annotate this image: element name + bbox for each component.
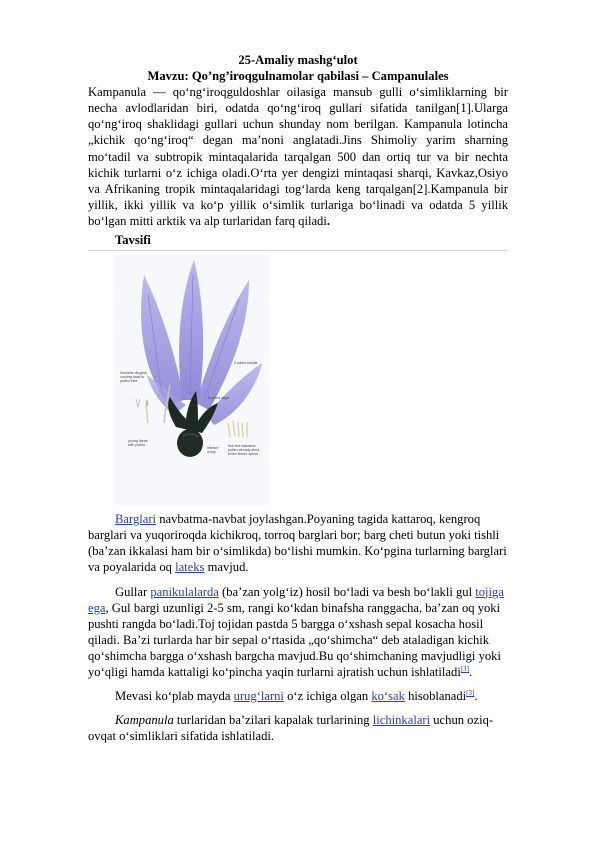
figure-label-ovary: inferior ovary (207, 446, 218, 455)
paragraph-leaves-text: navbatma-navbat joylashgan.Poyaning tagida kattaroq, kengroq barglari va yuqoriroqda kichikroq, torroq barglari bor; barg cheti butun yoki tishli (ba’zan ikkalasi ham bir o‘simlikda) bo‘lishi mumkin. Ko‘pgina turlarning barglari va poyalarida oq (88, 512, 507, 575)
figure-label-corolla: 5 lobed carolla (234, 361, 258, 366)
page-subtitle: Mavzu: Qo’ng’iroqgulnamolar qabilasi – Campanulales (147, 69, 449, 84)
link-uruglarni[interactable]: urug‘larni (233, 689, 284, 704)
document-page (88, 52, 508, 744)
paragraph-flowers-start: Gullar (115, 584, 151, 599)
link-lateks[interactable]: lateks (175, 560, 205, 575)
intro-end: . (326, 213, 331, 228)
paragraph-fruit-end: . (474, 689, 478, 704)
paragraph-fruit-start: Mevasi ko‘plab mayda (115, 689, 234, 704)
paragraph-flowers-end: . (469, 664, 473, 679)
figure-label-stamens: five free stamens pollen already shed when flower opens (228, 444, 260, 457)
figure-label-stigma: Sinkleite dfugma curving back to pollen thee (120, 371, 147, 384)
paragraph-flowers-text: , Gul bargi uzunligi 2-5 sm, rangi ko‘kdan binafsha ranggacha, ba’zan oq yoki pushti rangda bo‘ladi.Toj tojidan pastda 5 bargga o‘xshash sepal kosacha hosil qiladi. Ba’zi turlarda har bir sepal o‘rtasida „qo‘shimcha“ deb ataladigan kichik qo‘shimcha bargga o‘xshash bargcha mavjud.Bu qo‘shimchaning mavjudligi yoki yo‘qligi hamda kattaligi ko‘pincha yaqin turlarni ajratish uchun ishlatiladi (88, 600, 501, 679)
footnote-ref-3b[interactable]: [3] (466, 688, 475, 697)
paragraph-flowers (88, 584, 508, 681)
young-stamen (146, 405, 148, 423)
paragraph-fruit-mid: o‘z ichiga olgan (283, 689, 372, 704)
inferior-ovary (177, 429, 203, 457)
paragraph-larvae (88, 712, 508, 744)
link-panikulalarda[interactable]: panikulalarda (150, 584, 219, 599)
paragraph-leaves-end: mavjud. (204, 560, 249, 575)
figure-label-calyx: 5-lobed calyx (208, 396, 230, 401)
campanula-flower-figure (114, 255, 269, 505)
paragraph-larvae-start: turlaridan ba’zilari kapalak turlarining (173, 713, 373, 728)
paragraph-leaves (88, 511, 508, 575)
term-kampanula: Kampanula (115, 713, 174, 728)
figure-label-young-stamen: young thene with pollen (128, 439, 148, 448)
paragraph-flowers-mid: (ba’zan yolg‘iz) hosil bo‘ladi va besh bo‘lakli gul (218, 584, 476, 599)
link-lichinkalari[interactable]: lichinkalari (372, 713, 431, 728)
link-barglari[interactable]: Barglari (115, 512, 157, 527)
intro-paragraph (88, 84, 508, 229)
footnote-ref-3[interactable]: [3] (460, 664, 469, 673)
section-heading-tavsifi: Tavsifi (88, 232, 508, 251)
petal-1 (141, 275, 184, 405)
intro-text: Kampanula — qo‘ng‘iroqguldoshlar oilasiga mansub gulli o‘simliklarning bir necha avlodlaridan biri, odatda qo‘ng‘iroq gullari sifatida tanilgan[1].Ularga qo‘ng‘iroq shaklidagi gullari uchun shunday nom berilgan. Kampanula lotincha „kichik qo‘ng‘iroq“ degan ma’noni anglatadi.Jins Shimoliy yarim sharning mo‘tadil va subtropik mintaqalarida tarqalgan 500 dan ortiq tur va bir nechta kichik turlarni o‘z ichiga oladi.O‘rta yer dengizi mintaqasi sharqi, Kavkaz,Osiyo va Afrikaning tropik mintaqalaridagi tog‘larda keng tarqalgan[2].Kampanula bir yillik, ikki yillik va ko‘p yillik o‘simlik turlariga bo‘linadi va odatda 5 yillik bo‘lgan mitti arktik va alp turlaridan farq qiladi (88, 85, 508, 228)
page-title: 25-Amaliy mashg‘ulot (238, 53, 358, 67)
paragraph-larvae-end: uchun oziq-ovqat o‘simliklari sifatida ishlatiladi. (88, 713, 494, 744)
paragraph-fruit (88, 688, 508, 704)
link-kosak[interactable]: ko‘sak (371, 689, 405, 704)
paragraph-fruit-text: hisoblanadi (404, 689, 467, 704)
link-tojiga-ega[interactable]: tojiga ega (88, 584, 504, 615)
stigma-detail (136, 399, 140, 407)
stamens (228, 421, 247, 438)
petal-2 (179, 260, 203, 400)
